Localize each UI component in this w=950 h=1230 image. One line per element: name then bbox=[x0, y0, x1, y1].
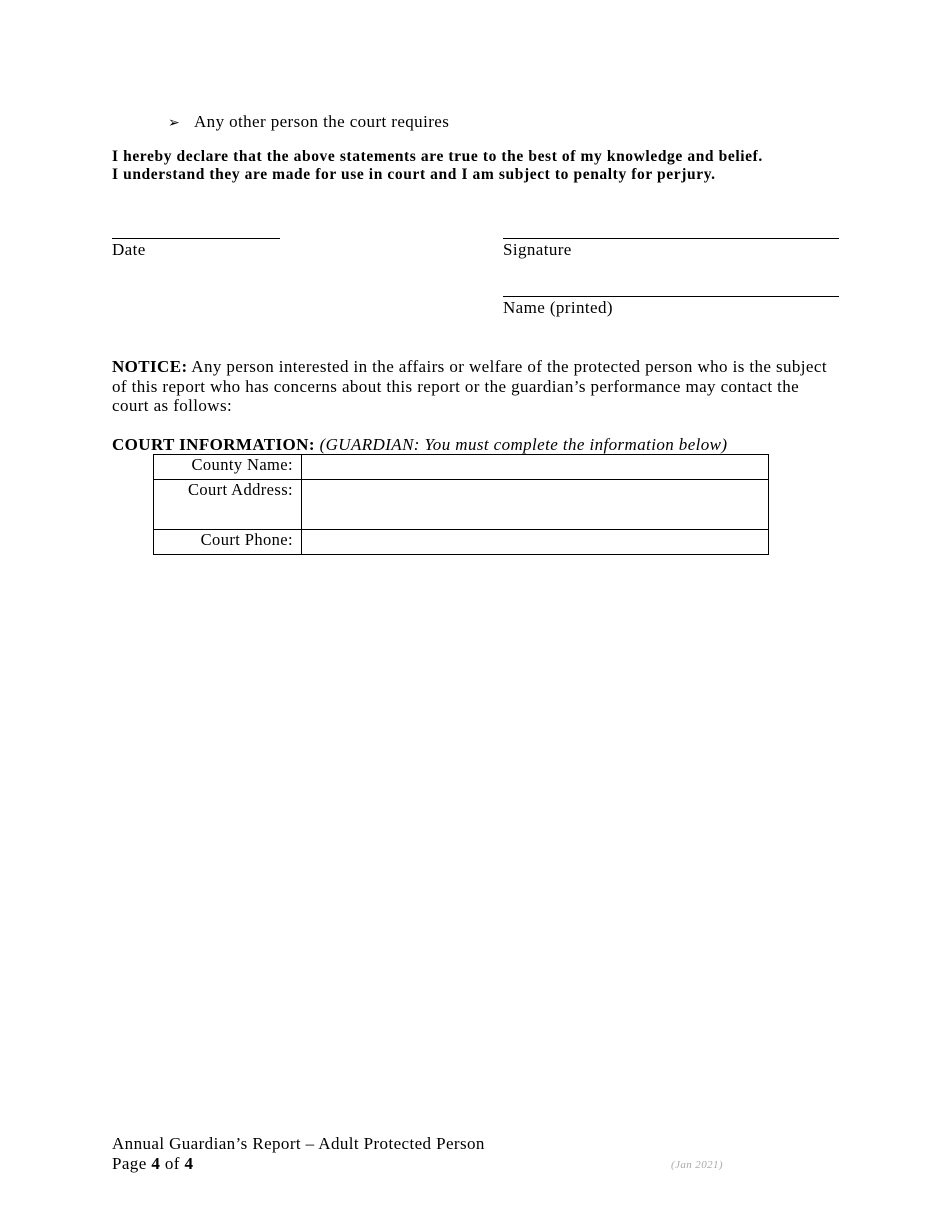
page-footer bbox=[112, 1134, 485, 1174]
page-number: 4 bbox=[151, 1154, 161, 1173]
signature-line[interactable] bbox=[503, 238, 839, 239]
court-phone-field[interactable] bbox=[302, 530, 769, 555]
page-of: of bbox=[164, 1154, 180, 1173]
page-number-line bbox=[112, 1154, 485, 1174]
court-information-heading bbox=[112, 435, 727, 455]
revision-date: (Jan 2021) bbox=[671, 1159, 723, 1171]
bullet-text: Any other person the court requires bbox=[194, 112, 450, 131]
declaration bbox=[112, 148, 852, 184]
court-info-instruction: (GUARDIAN: You must complete the information below) bbox=[319, 435, 728, 454]
court-info-title: COURT INFORMATION: bbox=[112, 435, 315, 454]
bullet-item bbox=[168, 112, 449, 132]
county-name-field[interactable] bbox=[302, 455, 769, 480]
page-prefix: Page bbox=[112, 1154, 147, 1173]
signature-label: Signature bbox=[503, 240, 572, 259]
printed-name-line[interactable] bbox=[503, 296, 839, 297]
notice-text: Any person interested in the affairs or welfare of the protected person who is the subject of this report who has concerns about this report or the guardian’s performance may contact the court as follows: bbox=[112, 357, 827, 415]
declaration-line-2: I understand they are made for use in court and I am subject to penalty for perjury. bbox=[112, 166, 716, 183]
court-phone-label: Court Phone: bbox=[154, 530, 302, 555]
arrow-bullet-icon: ➢ bbox=[168, 115, 181, 131]
notice-paragraph bbox=[112, 357, 832, 416]
form-title: Annual Guardian’s Report – Adult Protected Person bbox=[112, 1134, 485, 1153]
declaration-line-1: I hereby declare that the above statements are true to the best of my knowledge and belief. bbox=[112, 148, 763, 165]
table-row bbox=[154, 455, 769, 480]
court-address-label: Court Address: bbox=[154, 480, 302, 530]
county-name-label: County Name: bbox=[154, 455, 302, 480]
date-line[interactable] bbox=[112, 238, 280, 239]
printed-name-label: Name (printed) bbox=[503, 298, 613, 317]
notice-label: NOTICE: bbox=[112, 357, 188, 376]
date-label: Date bbox=[112, 240, 146, 259]
table-row bbox=[154, 530, 769, 555]
table-row bbox=[154, 480, 769, 530]
court-address-field[interactable] bbox=[302, 480, 769, 530]
court-information-table bbox=[153, 454, 769, 555]
page-total: 4 bbox=[184, 1154, 194, 1173]
